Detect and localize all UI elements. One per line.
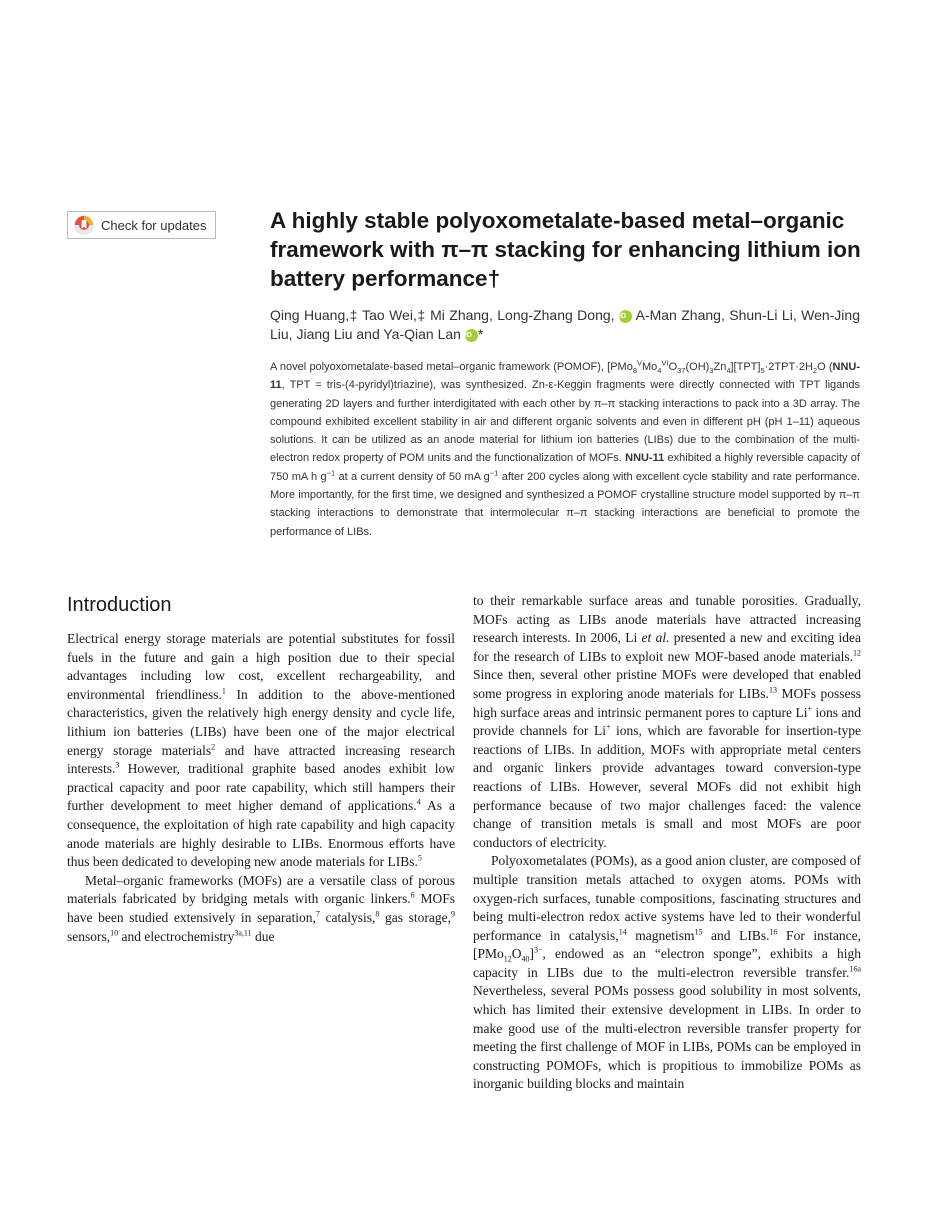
ion-charge: 3− [534,945,543,955]
abstract-sub: 8 [632,366,637,376]
body-paragraph [67,872,455,946]
ion-charge: + [807,704,812,714]
formula-sub: 40 [521,954,530,964]
check-updates-icon [73,214,95,236]
body-text: In addition to the above-mentioned characteristics, given the relatively high energy density and cycle life, lithium ion batteries (LIBs) have been one of the major electrical energy storage materials [67,686,455,758]
abstract-text: Zn [713,361,727,373]
body-text: sensors, [67,928,111,944]
body-text: gas storage, [379,909,451,925]
compound-label: NNU-11 [270,361,860,392]
body-text: MOFs have been studied extensively in separation, [67,891,456,925]
body-text: MOFs possess high surface areas and intrinsic permanent pores to capture Li [473,685,861,720]
body-text: For instance, [PMo [473,927,861,962]
body-paragraph [473,592,861,852]
abstract-sub: 4 [657,366,662,376]
citation-ref[interactable]: 9 [450,909,455,919]
abstract-text: (OH) [685,361,710,373]
citation-ref[interactable]: 13 [768,685,777,695]
abstract-sub: 4 [726,366,731,376]
section-heading-introduction: Introduction [67,594,172,616]
body-text: ions and provide channels for Li [473,704,862,739]
abstract-text: O [668,361,678,373]
check-for-updates-button[interactable] [67,211,216,239]
body-paragraph [67,630,455,872]
author-list [270,306,860,344]
abstract-text: at a current density of 50 mA g [335,470,490,483]
formula-sub: 12 [503,954,512,964]
body-text: presented a new and exciting idea for the research of LIBs to exploit new MOF-based anode materials. [473,630,861,664]
body-text: Nevertheless, several POMs possess good solubility in most solvents, which has limited their extensive development in LIBs. In order to make good use of the multi-electron reversible transfer property for meeting the first challenge of MOF in LIBs, POMs can be employed in constructing POMOFs, which is propitious to immobilize POMs as inorganic building blocks and maintain [473,983,861,1092]
citation-ref[interactable]: 10 [110,928,119,937]
citation-ref[interactable]: 3a,11 [234,928,252,937]
citation-ref[interactable]: 8 [375,909,380,919]
abstract-sup: −1 [489,468,499,478]
abstract-sub: 2 [812,366,818,376]
abstract-sub: 37 [677,366,686,376]
body-paragraph [473,852,861,1094]
body-text: Polyoxometalates (POMs), as a good anion cluster, are composed of multiple transition metals attached to oxygen atoms. POMs with oxygen-rich surfaces, tunable compositions, fascinating structures and being multi-electron redox active systems have led to their wonderful performance in catalysis, [473,853,861,943]
body-text: O [511,946,522,962]
body-text: and have attracted increasing research interests. [67,742,455,777]
body-text: ions, which are favorable for insertion-type reactions of LIBs. In addition, MOFs with appropriate metal centers and organic linkers provide advantages toward conversion-type reactions of LIBs. However, several MOFs did not exhibit high performance because of two major challenges faced: the valence change of transition metals is small and most MOFs are poor conductors of electricity. [473,723,861,850]
citation-ref[interactable]: 1 [221,686,226,696]
orcid-icon[interactable]: iD [465,329,478,342]
body-text: However, traditional graphite based anodes exhibit low practical capacity and poor rate capability, which still hampers their further development to meet higher demand of applications. [67,761,455,814]
body-text: ] [529,946,535,962]
body-text: , endowed as an “electron sponge”, exhibits a high capacity in LIBs due to the multi-electron reversible transfer. [473,946,861,980]
citation-ref[interactable]: 16a [849,964,861,974]
article-title: A highly stable polyoxometalate-based metal–organic framework with π–π stacking for enhancing lithium ion battery performance† [270,208,861,291]
abstract-text: after 200 cycles along with excellent cycle stability and rate performance. More importantly, for the first time, we designed and synthesized a POMOF crystalline structure model supported by π–π stacking interactions to demonstrate that intermolecular π–π stacking interactions are beneficial to promote the performance of LIBs. [270,470,861,538]
body-text-italic: et al. [641,630,670,646]
orcid-icon[interactable]: iD [619,310,632,323]
abstract-text: , TPT = tris-(4-pyridyl)triazine), was synthesized. Zn-ε-Keggin fragments were directly connected with TPT ligands generating 2D layers and further interdigitated with each other by π–π stacking interactions to pack into a 3D array. The compound exhibited excellent stability in air and different organic solvents and even in different pH (pH 1–11) aqueous solutions. It can be utilized as an anode material for lithium ion batteries (LIBs) due to the combination of the multi-electron redox property of POM units and the functionalization of MOFs. [270,379,860,465]
corresponding-author-mark: * [477,326,484,342]
body-text: Metal–organic frameworks (MOFs) are a versatile class of porous materials fabricated by bridging metals with organic linkers. [67,872,455,907]
abstract-sup: VI [661,358,669,368]
citation-ref[interactable]: 3 [115,760,120,770]
body-text: catalysis, [319,909,376,925]
ion-charge: + [605,722,611,732]
body-text: to their remarkable surface areas and tunable porosities. Gradually, MOFs acting as LIBs anode materials have attracted increasing research interests. In 2006, Li [473,593,861,646]
citation-ref[interactable]: 6 [410,890,415,900]
body-text: magnetism [626,927,695,943]
abstract-sub: 5 [760,366,765,376]
citation-ref[interactable]: 7 [315,909,320,919]
body-column-left [67,630,455,946]
citation-ref[interactable]: 2 [211,742,216,752]
abstract-text: ][TPT] [730,361,761,373]
abstract-sup: V [637,358,643,368]
citation-ref[interactable]: 4 [416,797,421,807]
abstract-text: ·2TPT·2H [764,361,813,373]
abstract-text: O ( [817,361,833,373]
body-text: due [251,928,275,944]
compound-label: NNU-11 [625,452,665,465]
author-names-part1: Qing Huang,‡ Tao Wei,‡ Mi Zhang, Long-Zhang Dong, [270,307,615,323]
author-names-part2: A-Man Zhang, Shun-Li Li, Wen-Jing Liu, Jiang Liu and Ya-Qian Lan [270,307,860,342]
check-updates-label: Check for updates [101,217,207,233]
citation-ref[interactable]: 5 [417,853,422,863]
body-text: and electrochemistry [118,928,235,944]
abstract-text: exhibited a highly reversible capacity of 750 mA h g [270,452,860,483]
citation-ref[interactable]: 12 [853,648,861,658]
body-text: Since then, several other pristine MOFs were developed that enabled some progress in exploring anode materials for LIBs. [473,667,861,701]
body-column-right [473,592,861,1094]
body-text: Electrical energy storage materials are potential substitutes for fossil fuels in the future and gain a high position due to their special advantages including low cost, excellent rechargeability, and environmental friendliness. [67,631,455,702]
citation-ref[interactable]: 14 [618,927,627,937]
abstract-text: A novel polyoxometalate-based metal–organic framework (POMOF), [PMo [270,361,633,373]
body-text: As a consequence, the exploitation of high rate capability and high capacity anode materials are highly desirable to LIBs. Enormous efforts have thus been dedicated to developing new anode materials for LIBs. [67,798,455,870]
abstract-text: Mo [642,361,658,373]
abstract-sup: −1 [326,468,336,478]
abstract-sub: 3 [709,366,714,376]
citation-ref[interactable]: 15 [694,927,703,937]
body-text: and LIBs. [702,927,770,943]
citation-ref[interactable]: 16 [769,927,778,937]
abstract [270,358,860,541]
